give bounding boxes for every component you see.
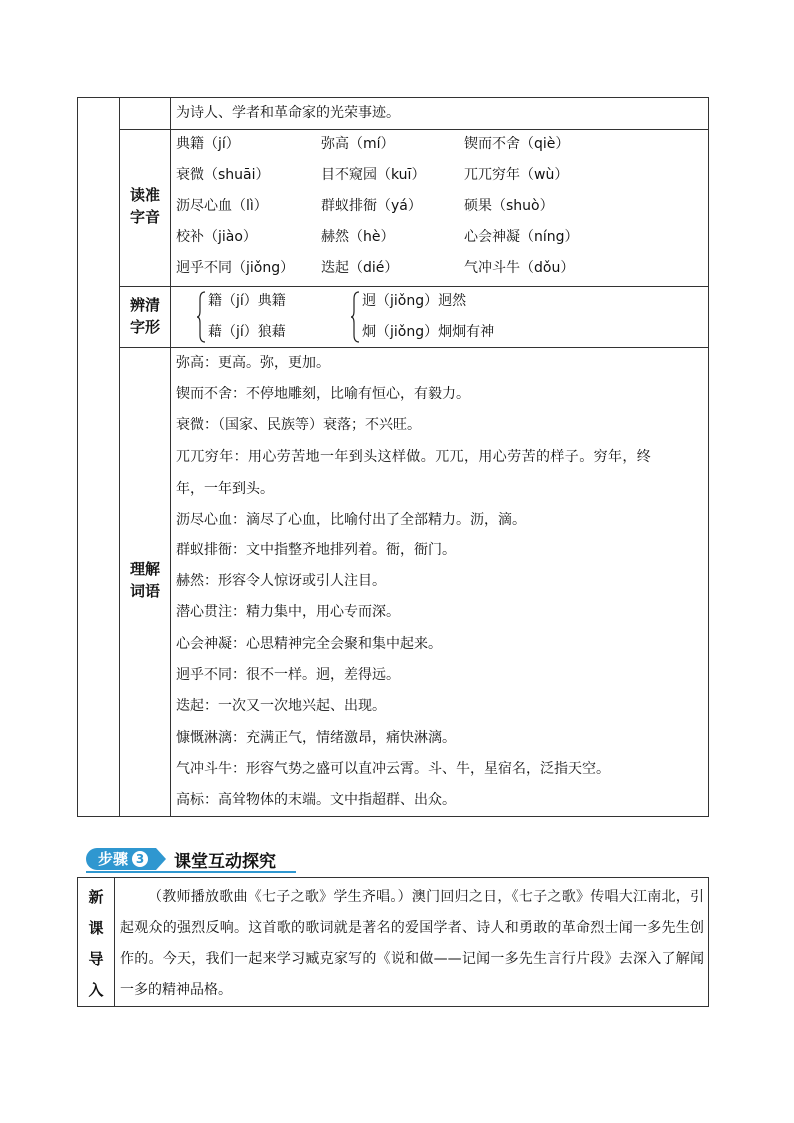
- table1-row-divider: [119, 286, 709, 287]
- reading-item: 锲而不舍（qiè）: [464, 136, 570, 152]
- step-pill-tail: [156, 848, 166, 870]
- shape-item: 籍（jí）典籍: [208, 293, 286, 309]
- words-label: 理解 词语: [129, 560, 160, 600]
- word-definition: 高标：高耸物体的末端。文中指超群、出众。: [176, 792, 456, 808]
- word-definition: 弥高：更高。弥，更加。: [176, 355, 330, 371]
- word-definition: 年，一年到头。: [176, 481, 274, 497]
- shape-item: 迥（jiǒng）迥然: [362, 293, 467, 309]
- word-definition: 心会神凝：心思精神完全会聚和集中起来。: [176, 636, 442, 652]
- new-lesson-label: 新 课 导 入: [88, 888, 104, 999]
- table1-border-top: [77, 97, 709, 98]
- step-pill: [86, 848, 156, 870]
- word-definition: 迭起：一次又一次地兴起、出现。: [176, 698, 386, 714]
- word-definition: 潜心贯注：精力集中，用心专而深。: [176, 604, 400, 620]
- reading-item: 兀兀穷年（wù）: [464, 167, 569, 183]
- word-definition: 迥乎不同：很不一样。迥，差得远。: [176, 667, 400, 683]
- brace-icon: [350, 291, 360, 343]
- shape-item: 炯（jiǒng）炯炯有神: [362, 324, 495, 340]
- reading-item: 弥高（mí）: [321, 136, 395, 152]
- reading-item: 目不窥园（kuī）: [321, 167, 426, 183]
- step-number: 3: [132, 851, 148, 867]
- step-title: 课堂互动探究: [174, 851, 277, 872]
- word-definition: 气冲斗牛：形容气势之盛可以直冲云霄。斗、牛，星宿名，泛指天空。: [176, 761, 610, 777]
- word-definition: 慷慨淋漓：充满正气，情绪激昂，痛快淋漓。: [176, 730, 456, 746]
- reading-item: 衰微（shuāi）: [176, 167, 270, 183]
- table2-border-top: [77, 877, 709, 878]
- step-underline: [86, 871, 296, 873]
- word-definition: 沥尽心血：滴尽了心血，比喻付出了全部精力。沥，滴。: [176, 512, 526, 528]
- table2-border-right: [708, 877, 709, 1006]
- reading-item: 硕果（shuò）: [464, 198, 554, 214]
- step-prefix: 步骤: [98, 850, 129, 868]
- reading-label: 读准 字音: [129, 186, 160, 226]
- table1-border-label: [170, 97, 171, 816]
- table1-row-divider: [119, 347, 709, 348]
- intro-paragraph: （教师播放歌曲《七子之歌》学生齐唱。）澳门回归之日，《七子之歌》传唱大江南北，引起观众的强烈反响。这首歌的歌词就是著名的爱国学者、诗人和勇敢的革命烈士闻一多先生创作的。今天，我们一起来学习臧克家写的《说和做——记闻一多先生言行片段》去深入了解闻一多的精神品格。: [120, 889, 704, 998]
- step-banner: [86, 848, 276, 870]
- table1-row-divider: [119, 129, 709, 130]
- reading-item: 心会神凝（níng）: [464, 229, 579, 245]
- word-definition: 衰微：（国家、民族等）衰落；不兴旺。: [176, 417, 421, 433]
- word-definition: 群蚁排衙：文中指整齐地排列着。衙，衙门。: [176, 542, 456, 558]
- table1-border-left: [77, 97, 78, 816]
- brace-icon: [196, 291, 206, 343]
- reading-item: 迥乎不同（jiǒng）: [176, 260, 295, 276]
- reading-item: 校补（jiào）: [176, 229, 257, 245]
- reading-item: 气冲斗牛（dǒu）: [464, 260, 575, 276]
- word-definition: 赫然：形容令人惊讶或引人注目。: [176, 573, 386, 589]
- shape-item: 藉（jí）狼藉: [208, 324, 286, 340]
- reading-item: 沥尽心血（lì）: [176, 198, 268, 214]
- reading-item: 迭起（dié）: [321, 260, 399, 276]
- table2-border-inner: [114, 877, 115, 1006]
- shapes-label: 辨清 字形: [129, 296, 160, 336]
- reading-item: 群蚁排衙（yá）: [321, 198, 422, 214]
- reading-item: 赫然（hè）: [321, 229, 395, 245]
- top-row-text: 为诗人、学者和革命家的光荣事迹。: [176, 105, 400, 121]
- table2-border-bottom: [77, 1006, 709, 1007]
- word-definition: 兀兀穷年：用心劳苦地一年到头这样做。兀兀，用心劳苦的样子。穷年，终: [176, 449, 652, 465]
- table1-border-bottom: [77, 816, 709, 817]
- reading-item: 典籍（jí）: [176, 136, 240, 152]
- word-definition: 锲而不舍：不停地雕刻，比喻有恒心，有毅力。: [176, 386, 470, 402]
- table1-border-right: [708, 97, 709, 816]
